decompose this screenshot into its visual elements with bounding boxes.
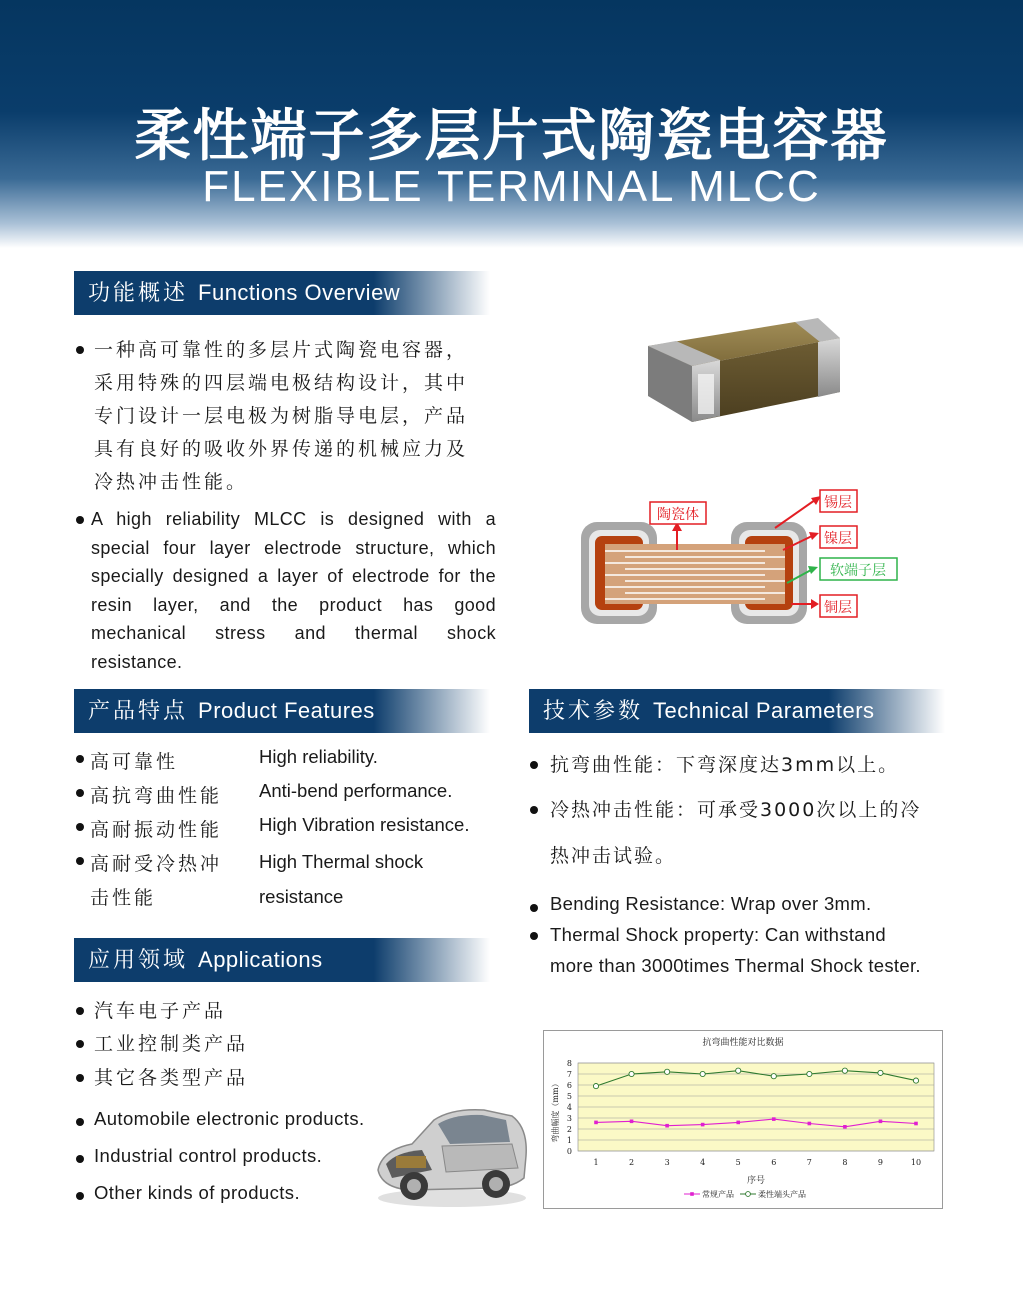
bullet-icon (76, 755, 84, 763)
legend-marker (746, 1192, 751, 1197)
chart-ylabel: 弯曲幅度（mm） (551, 1079, 560, 1143)
feature-en-cont: resistance (259, 886, 344, 907)
data-point (807, 1071, 812, 1076)
technical-heading-en: Technical Parameters (653, 698, 875, 723)
x-tick-label: 2 (629, 1158, 635, 1167)
technical-en-item: Thermal Shock property: Can withstand more than 3000times Thermal Shock tester. (530, 924, 921, 977)
bullet-icon (530, 904, 538, 912)
application-cn-item: 其它各类型产品 (76, 1063, 248, 1090)
label-nickel: 镍层 (824, 531, 852, 547)
bullet-icon (76, 823, 84, 831)
data-point (736, 1121, 740, 1125)
y-tick-label: 2 (566, 1125, 572, 1134)
data-point (701, 1123, 705, 1127)
bullet-icon (76, 1118, 84, 1126)
application-en-item: Automobile electronic products. (76, 1108, 365, 1130)
technical-heading-cn: 技术参数 (543, 699, 644, 724)
functions-cn-line: 采用特殊的四层端电极结构设计，其中 (94, 372, 469, 394)
bullet-icon (76, 857, 84, 865)
x-tick-label: 5 (735, 1158, 741, 1167)
feature-en: High Vibration resistance. (259, 814, 470, 835)
bullet-icon (76, 1007, 84, 1015)
x-tick-label: 9 (877, 1158, 883, 1167)
data-point (771, 1074, 776, 1079)
functions-heading-en: Functions Overview (198, 280, 401, 305)
features-heading-en: Product Features (198, 698, 375, 723)
legend-label: 柔性端头产品 (758, 1190, 806, 1199)
label-ceramic: 陶瓷体 (657, 507, 699, 523)
functions-cn-line: 专门设计一层电极为树脂导电层，产品 (94, 405, 469, 427)
data-point (879, 1120, 883, 1124)
applications-heading-cn: 应用领域 (88, 948, 189, 973)
mlcc-chip-image (640, 308, 850, 430)
features-heading (74, 689, 490, 733)
bullet-icon (76, 1040, 84, 1048)
label-copper: 铜层 (824, 600, 852, 616)
functions-cn-paragraph (76, 334, 468, 499)
x-tick-label: 4 (700, 1158, 706, 1167)
label-tin: 锡层 (824, 495, 852, 511)
feature-cn-cont: 击性能 (90, 887, 157, 909)
data-point (665, 1124, 669, 1128)
feature-cn: 高可靠性 (90, 751, 179, 773)
data-point (808, 1122, 812, 1126)
application-cn-item: 工业控制类产品 (76, 1029, 248, 1056)
bullet-icon (530, 806, 538, 814)
technical-cn-item: 冷热冲击性能：可承受3000次以上的冷 热冲击试验。 (530, 795, 921, 868)
data-point (594, 1121, 598, 1125)
data-point (700, 1071, 705, 1076)
functions-heading-cn: 功能概述 (88, 281, 189, 306)
page-title-cn: 柔性端子多层片式陶瓷电容器 (134, 104, 889, 169)
y-tick-label: 6 (566, 1081, 572, 1090)
y-tick-label: 3 (566, 1114, 572, 1123)
y-tick-label: 0 (566, 1147, 572, 1156)
applications-heading (74, 938, 490, 982)
bullet-icon (76, 346, 84, 354)
applications-heading-en: Applications (198, 947, 323, 972)
data-point (736, 1068, 741, 1073)
technical-cn-item: 抗弯曲性能：下弯深度达3mm以上。 (530, 750, 899, 777)
functions-heading (74, 271, 490, 315)
car-illustration (372, 1098, 532, 1210)
functions-cn-line: 一种高可靠性的多层片式陶瓷电容器， (94, 339, 469, 361)
label-soft-terminal: 软端子层 (830, 563, 886, 579)
chart-svg (544, 1031, 942, 1208)
y-tick-label: 8 (566, 1059, 572, 1068)
page-title-en: FLEXIBLE TERMINAL MLCC (202, 162, 821, 211)
x-tick-label: 3 (664, 1158, 670, 1167)
chart-xlabel: 序号 (746, 1176, 766, 1186)
data-point (878, 1070, 883, 1075)
mlcc-structure-diagram (575, 488, 905, 628)
data-point (914, 1122, 918, 1126)
feature-en: High reliability. (259, 746, 378, 767)
data-point (629, 1071, 634, 1076)
x-tick-label: 1 (593, 1158, 599, 1167)
technical-heading (529, 689, 945, 733)
feature-cn: 高抗弯曲性能 (90, 785, 223, 807)
y-tick-label: 7 (566, 1070, 572, 1079)
header-banner (0, 0, 1023, 248)
technical-en-item: Bending Resistance: Wrap over 3mm. (530, 893, 871, 915)
data-point (843, 1125, 847, 1129)
data-point (593, 1084, 598, 1089)
functions-en-paragraph: A high reliability MLCC is designed with a special four layer electrode structure, which specially designed a layer of electrode for the resin layer, and the product has good mechanical stress and thermal shock resistance. (91, 509, 496, 672)
functions-cn-line: 具有良好的吸收外界传递的机械应力及 (94, 438, 469, 460)
x-tick-label: 8 (842, 1158, 848, 1167)
x-tick-label: 10 (910, 1158, 922, 1167)
functions-cn-line: 冷热冲击性能。 (94, 471, 249, 493)
bullet-icon (530, 761, 538, 769)
chart-title: 抗弯曲性能对比数据 (702, 1038, 784, 1048)
data-point (772, 1117, 776, 1121)
features-heading-cn: 产品特点 (88, 699, 189, 724)
bullet-icon (530, 932, 538, 940)
bullet-icon (76, 789, 84, 797)
application-cn-item: 汽车电子产品 (76, 996, 226, 1023)
y-tick-label: 4 (566, 1103, 572, 1112)
feature-cn: 高耐受冷热冲 (90, 853, 223, 875)
y-tick-label: 1 (566, 1136, 572, 1145)
feature-en: Anti-bend performance. (259, 780, 453, 801)
bullet-icon (76, 1192, 84, 1200)
feature-cn: 高耐振动性能 (90, 819, 223, 841)
bullet-icon (76, 1155, 84, 1163)
x-tick-label: 6 (771, 1158, 777, 1167)
application-en-item: Industrial control products. (76, 1145, 322, 1167)
bullet-icon (76, 1074, 84, 1082)
legend-marker (690, 1192, 694, 1196)
application-en-item: Other kinds of products. (76, 1182, 300, 1204)
data-point (665, 1069, 670, 1074)
bending-chart (543, 1030, 943, 1209)
x-tick-label: 7 (806, 1158, 812, 1167)
y-tick-label: 5 (566, 1092, 572, 1101)
data-point (630, 1120, 634, 1124)
bullet-icon (76, 516, 84, 524)
data-point (913, 1078, 918, 1083)
data-point (842, 1068, 847, 1073)
feature-en: High Thermal shock (259, 851, 424, 872)
legend-label: 常规产品 (702, 1190, 734, 1199)
